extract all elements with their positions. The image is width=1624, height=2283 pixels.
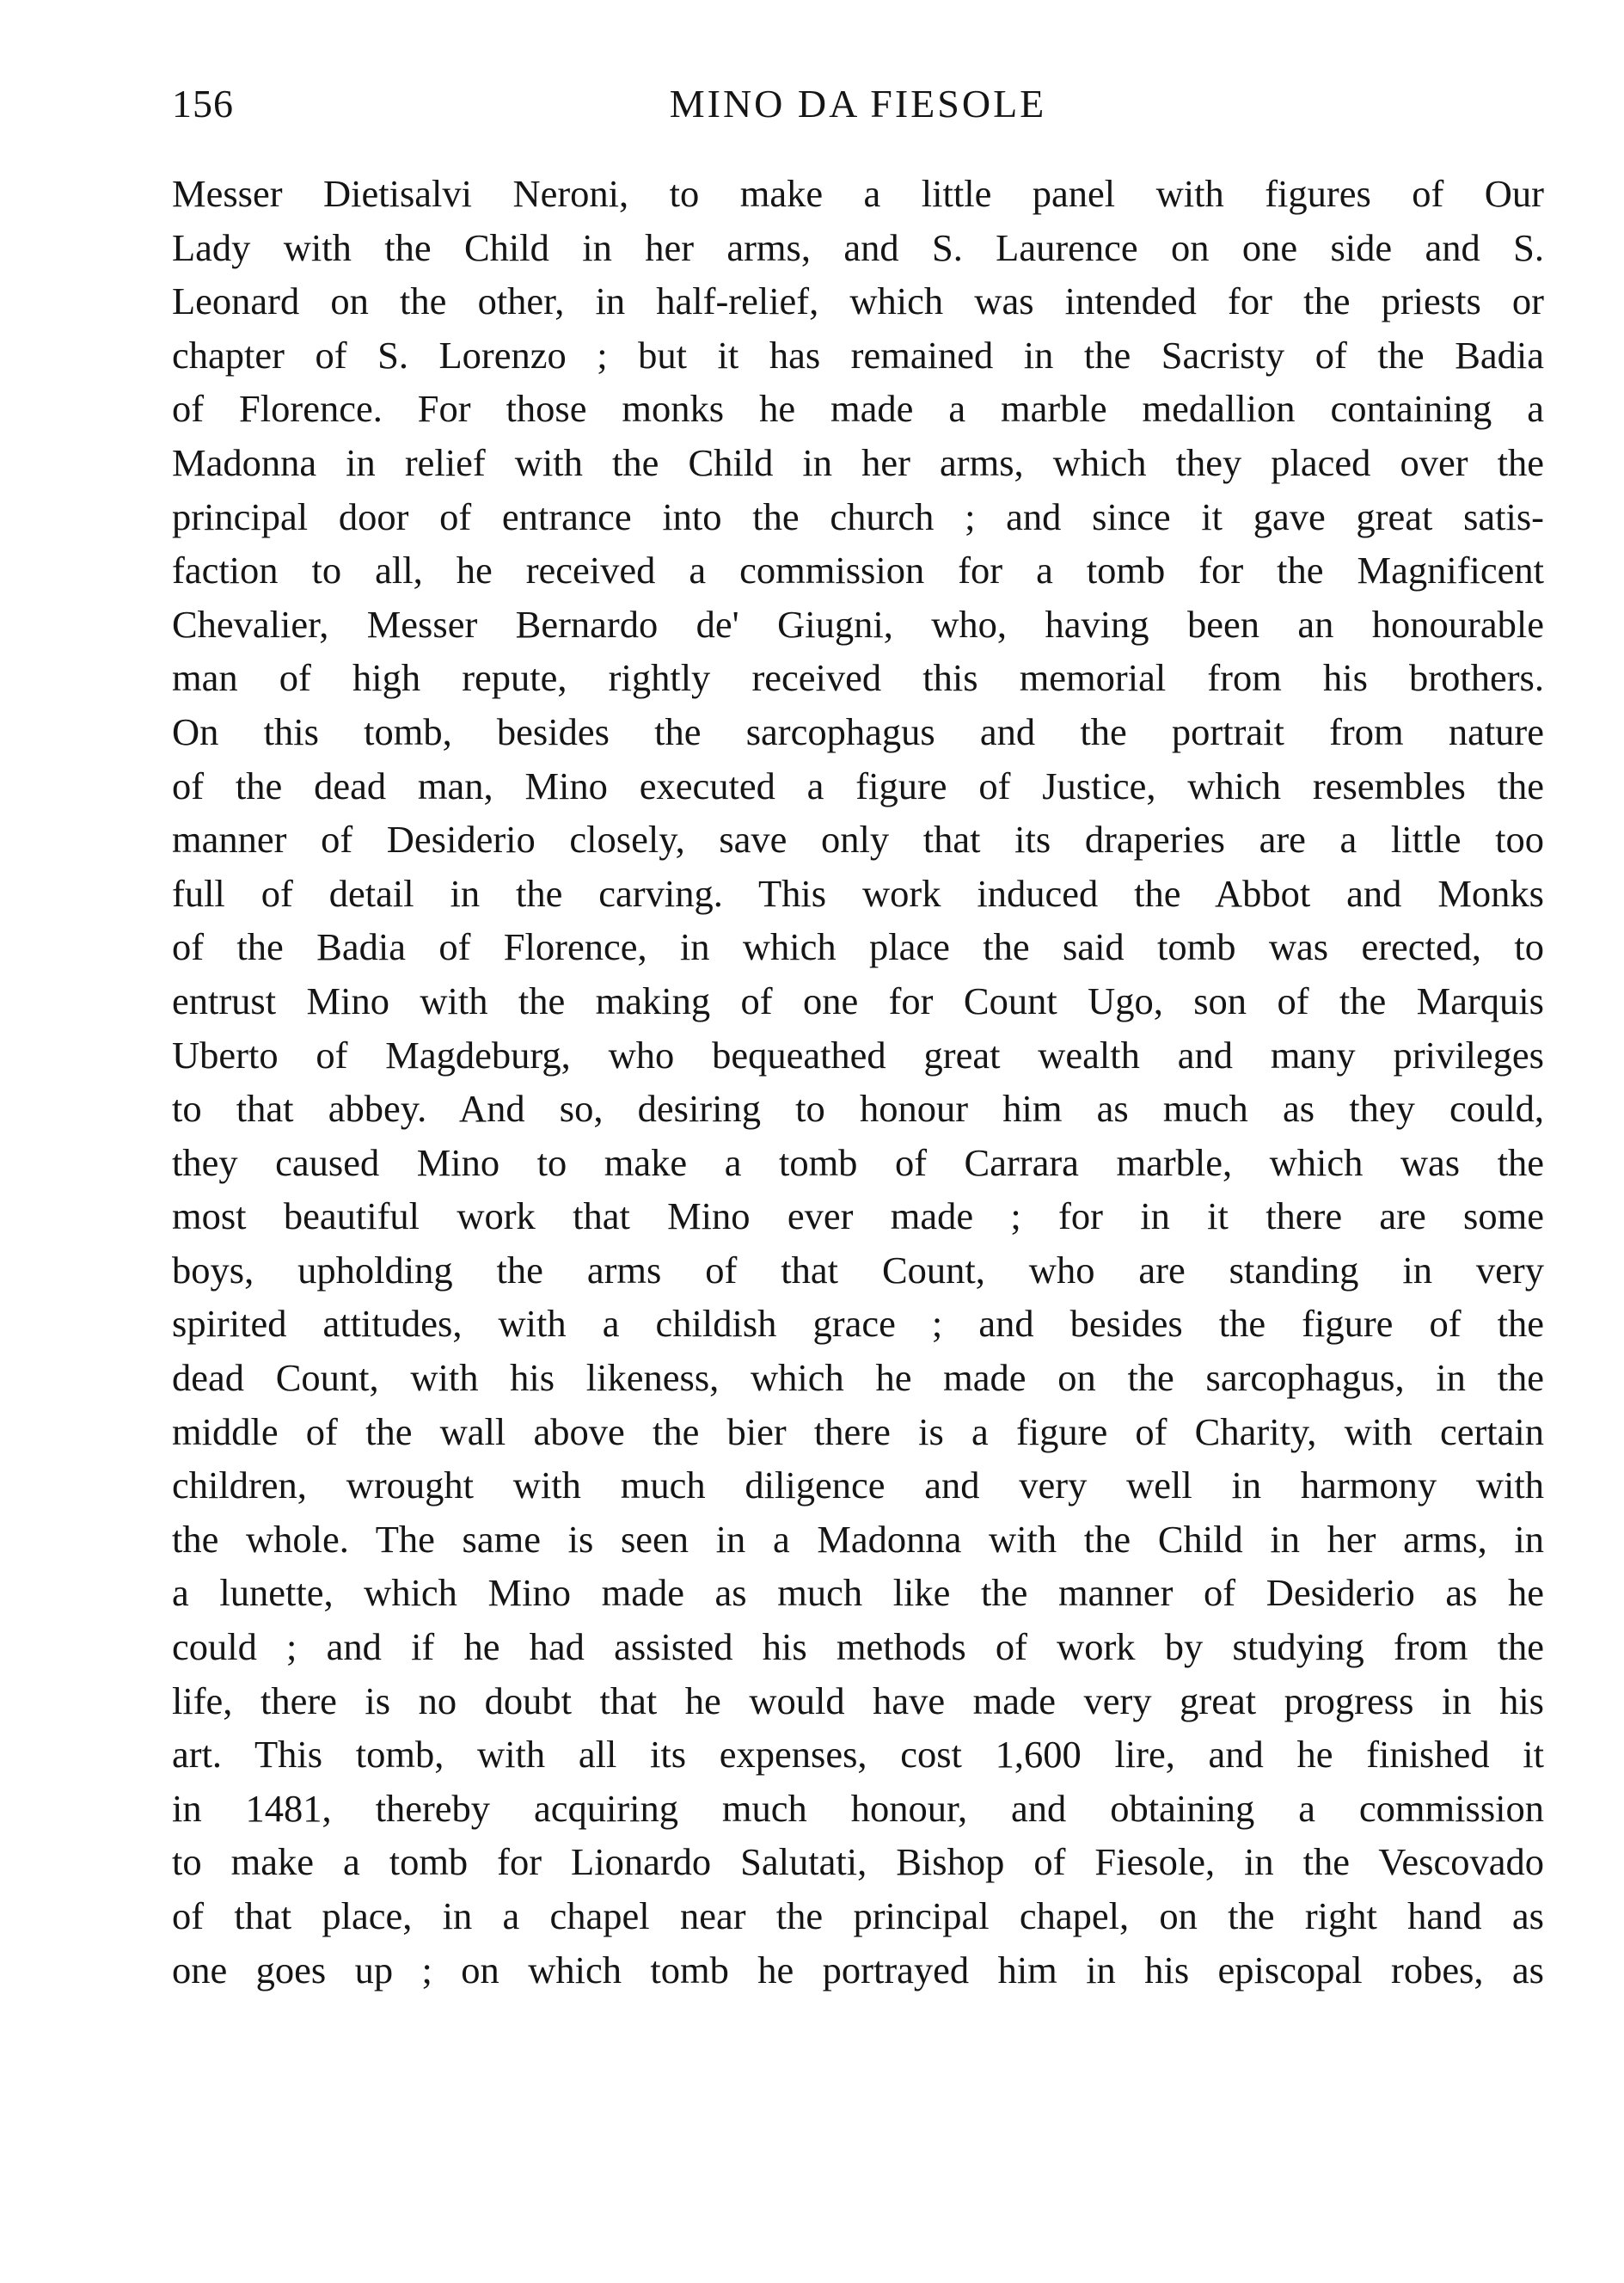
text-line: manner of Desiderio closely, save only that its draperies are a little too (172, 818, 1544, 862)
text-line: chapter of S. Lorenzo ; but it has remained in the Sacristy of the Badia (172, 333, 1544, 377)
text-line: dead Count, with his likeness, which he made on the sarcophagus, in the (172, 1356, 1544, 1400)
text-line: of that place, in a chapel near the principal chapel, on the right hand as (172, 1894, 1544, 1937)
text-line: full of detail in the carving. This work induced the Abbot and Monks (172, 871, 1544, 915)
text-line: one goes up ; on which tomb he portrayed him in his episcopal robes, as (172, 1948, 1544, 1991)
text-line: Madonna in relief with the Child in her arms, which they placed over the (172, 440, 1544, 484)
text-line: a lunette, which Mino made as much like the manner of Desiderio as he (172, 1571, 1544, 1615)
text-line: boys, upholding the arms of that Count, who are standing in very (172, 1248, 1544, 1292)
text-line: Messer Dietisalvi Neroni, to make a little panel with figures of Our (172, 172, 1544, 215)
text-line: On this tomb, besides the sarcophagus and the portrait from nature (172, 709, 1544, 753)
text-line: of the dead man, Mino executed a figure of Justice, which resembles the (172, 764, 1544, 807)
body-text (172, 167, 1544, 1997)
text-line: life, there is no doubt that he would have made very great progress in his (172, 1678, 1544, 1722)
text-line: Chevalier, Messer Bernardo de' Giugni, who, having been an honourable (172, 602, 1544, 646)
text-line: in 1481, thereby acquiring much honour, and obtaining a commission (172, 1786, 1544, 1830)
text-line: to make a tomb for Lionardo Salutati, Bishop of Fiesole, in the Vescovado (172, 1840, 1544, 1884)
text-line: middle of the wall above the bier there is a figure of Charity, with certain (172, 1409, 1544, 1453)
text-line: man of high repute, rightly received this memorial from his brothers. (172, 656, 1544, 700)
text-line: they caused Mino to make a tomb of Carrara marble, which was the (172, 1140, 1544, 1184)
text-line: of the Badia of Florence, in which place the said tomb was erected, to (172, 925, 1544, 969)
text-line: Leonard on the other, in half-relief, which was intended for the priests or (172, 279, 1544, 323)
text-line: principal door of entrance into the church ; and since it gave great satis- (172, 494, 1544, 538)
text-line: children, wrought with much diligence and very well in harmony with (172, 1464, 1544, 1507)
text-line: Lady with the Child in her arms, and S. Laurence on one side and S. (172, 225, 1544, 269)
text-line: spirited attitudes, with a childish grace ; and besides the figure of the (172, 1302, 1544, 1346)
text-line: art. This tomb, with all its expenses, cost 1,600 lire, and he finished it (172, 1733, 1544, 1777)
page-header (172, 74, 1544, 134)
page-number: 156 (172, 82, 234, 126)
text-line: could ; and if he had assisted his methods of work by studying from the (172, 1625, 1544, 1669)
text-line: the whole. The same is seen in a Madonna with the Child in her arms, in (172, 1517, 1544, 1561)
text-line: of Florence. For those monks he made a marble medallion containing a (172, 387, 1544, 431)
text-line: faction to all, he received a commission for a tomb for the Magnificent (172, 549, 1544, 592)
running-title: MINO DA FIESOLE (669, 82, 1047, 126)
text-line: entrust Mino with the making of one for Count Ugo, son of the Marquis (172, 979, 1544, 1022)
text-line: to that abbey. And so, desiring to honour him as much as they could, (172, 1087, 1544, 1131)
text-line: most beautiful work that Mino ever made ; for in it there are some (172, 1194, 1544, 1238)
text-line: Uberto of Magdeburg, who bequeathed great wealth and many privileges (172, 1033, 1544, 1077)
